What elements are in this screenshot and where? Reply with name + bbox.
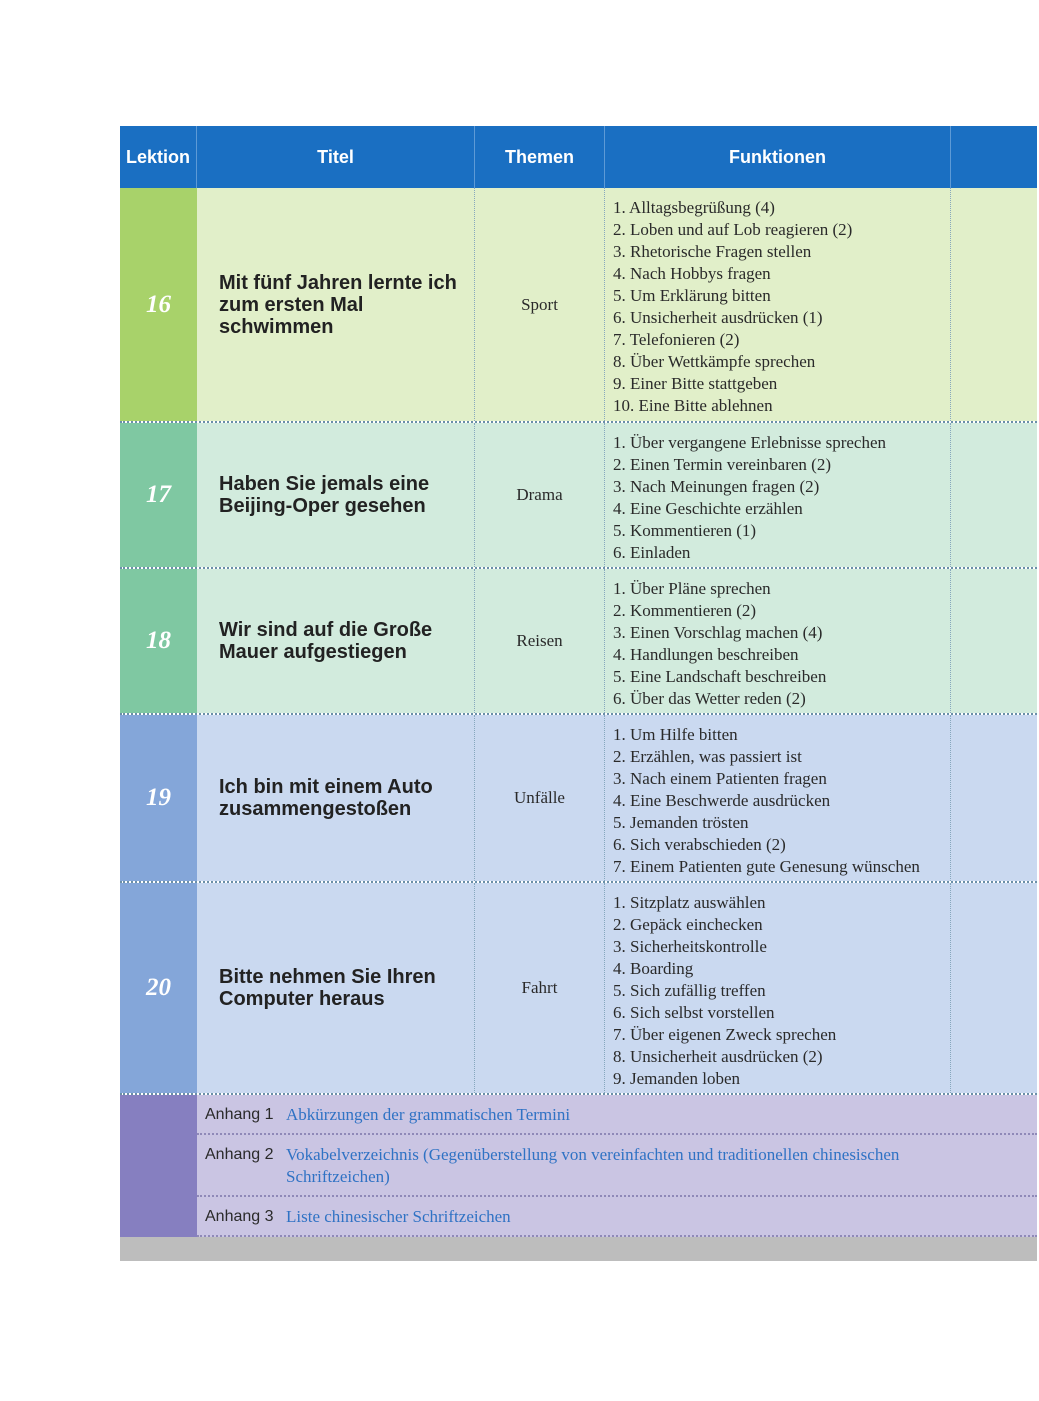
function-item: 9. Einer Bitte stattgeben [613,374,778,393]
row-spacer [951,569,1037,713]
function-item: 9. Jemanden loben [613,1069,740,1088]
lesson-title[interactable]: Ich bin mit einem Auto zusammengestoßen [197,715,475,881]
function-item: 7. Telefonieren (2) [613,330,740,349]
function-item: 6. Einladen [613,543,691,562]
function-item: 1. Sitzplatz auswählen [613,893,766,912]
lesson-functions [605,715,951,881]
function-item: 2. Einen Termin vereinbaren (2) [613,455,831,474]
function-item: 5. Eine Landschaft beschreiben [613,667,827,686]
header-themen: Themen [475,126,605,188]
function-item: 4. Handlungen beschreiben [613,645,799,664]
lesson-title[interactable]: Bitte nehmen Sie Ihren Computer heraus [197,883,475,1093]
function-item: 8. Unsicherheit ausdrücken (2) [613,1047,823,1066]
lesson-number: 16 [120,188,197,421]
appendix-item[interactable] [197,1197,1037,1237]
function-item: 2. Erzählen, was passiert ist [613,747,802,766]
function-item: 1. Über vergangene Erlebnisse sprechen [613,433,886,452]
header-titel: Titel [197,126,475,188]
lesson-title[interactable]: Mit fünf Jahren lernte ich zum ersten Mal schwimmen [197,188,475,421]
lesson-functions [605,423,951,567]
function-item: 3. Sicherheitskontrolle [613,937,767,956]
function-item: 6. Über das Wetter reden (2) [613,689,806,708]
table-of-contents [120,126,1037,1261]
function-item: 3. Nach Meinungen fragen (2) [613,477,820,496]
function-item: 1. Um Hilfe bitten [613,725,738,744]
appendix-side-bar [120,1095,197,1237]
lesson-theme: Fahrt [475,883,605,1093]
appendix-label: Anhang 1 [205,1106,274,1123]
function-item: 3. Rhetorische Fragen stellen [613,242,812,261]
appendix-link[interactable]: Vokabelverzeichnis (Gegenüberstellung von vereinfachten und traditionellen chinesischen Schriftzeichen) [286,1145,900,1186]
function-item: 6. Sich selbst vorstellen [613,1003,775,1022]
function-item: 2. Gepäck einchecken [613,915,763,934]
appendix-section [120,1095,1037,1237]
lesson-row[interactable] [120,423,1037,569]
lesson-number: 18 [120,569,197,713]
lesson-row[interactable] [120,715,1037,883]
appendix-link[interactable]: Abkürzungen der grammatischen Termini [286,1105,571,1124]
function-item: 5. Sich zufällig treffen [613,981,766,1000]
function-item: 4. Eine Geschichte erzählen [613,499,803,518]
table-header [120,126,1037,188]
appendix-label: Anhang 2 [205,1146,274,1163]
row-spacer [951,715,1037,881]
function-item: 7. Über eigenen Zweck sprechen [613,1025,837,1044]
function-item: 4. Boarding [613,959,694,978]
header-lektion: Lektion [120,126,197,188]
lesson-functions [605,569,951,713]
function-item: 1. Über Pläne sprechen [613,579,771,598]
lesson-number: 20 [120,883,197,1093]
function-item: 7. Einem Patienten gute Genesung wünschen [613,857,920,876]
row-spacer [951,188,1037,421]
appendix-item[interactable] [197,1135,1037,1197]
lesson-row[interactable] [120,883,1037,1095]
lesson-theme: Sport [475,188,605,421]
lesson-title[interactable]: Wir sind auf die Große Mauer aufgestiegen [197,569,475,713]
lesson-functions [605,188,951,421]
lesson-theme: Reisen [475,569,605,713]
function-item: 4. Eine Beschwerde ausdrücken [613,791,831,810]
function-item: 6. Unsicherheit ausdrücken (1) [613,308,823,327]
appendix-label: Anhang 3 [205,1208,274,1225]
lesson-row[interactable] [120,569,1037,715]
function-item: 4. Nach Hobbys fragen [613,264,771,283]
function-item: 8. Über Wettkämpfe sprechen [613,352,816,371]
function-item: 2. Loben und auf Lob reagieren (2) [613,220,853,239]
header-funktionen: Funktionen [605,126,951,188]
function-item: 5. Jemanden trösten [613,813,749,832]
row-spacer [951,883,1037,1093]
header-empty [951,126,1037,188]
lesson-functions [605,883,951,1093]
lesson-number: 19 [120,715,197,881]
function-item: 3. Nach einem Patienten fragen [613,769,827,788]
function-item: 10. Eine Bitte ablehnen [613,396,773,415]
lesson-theme: Unfälle [475,715,605,881]
function-item: 5. Kommentieren (1) [613,521,757,540]
lesson-title[interactable]: Haben Sie jemals eine Beijing-Oper gesehen [197,423,475,567]
appendix-link[interactable]: Liste chinesischer Schriftzeichen [286,1207,511,1226]
lesson-theme: Drama [475,423,605,567]
appendix-list [197,1095,1037,1237]
lesson-row[interactable] [120,188,1037,423]
footer-bar [120,1237,1037,1261]
appendix-item[interactable] [197,1095,1037,1135]
function-item: 5. Um Erklärung bitten [613,286,771,305]
lesson-number: 17 [120,423,197,567]
function-item: 3. Einen Vorschlag machen (4) [613,623,823,642]
function-item: 6. Sich verabschieden (2) [613,835,786,854]
function-item: 1. Alltagsbegrüßung (4) [613,198,775,217]
row-spacer [951,423,1037,567]
function-item: 2. Kommentieren (2) [613,601,757,620]
